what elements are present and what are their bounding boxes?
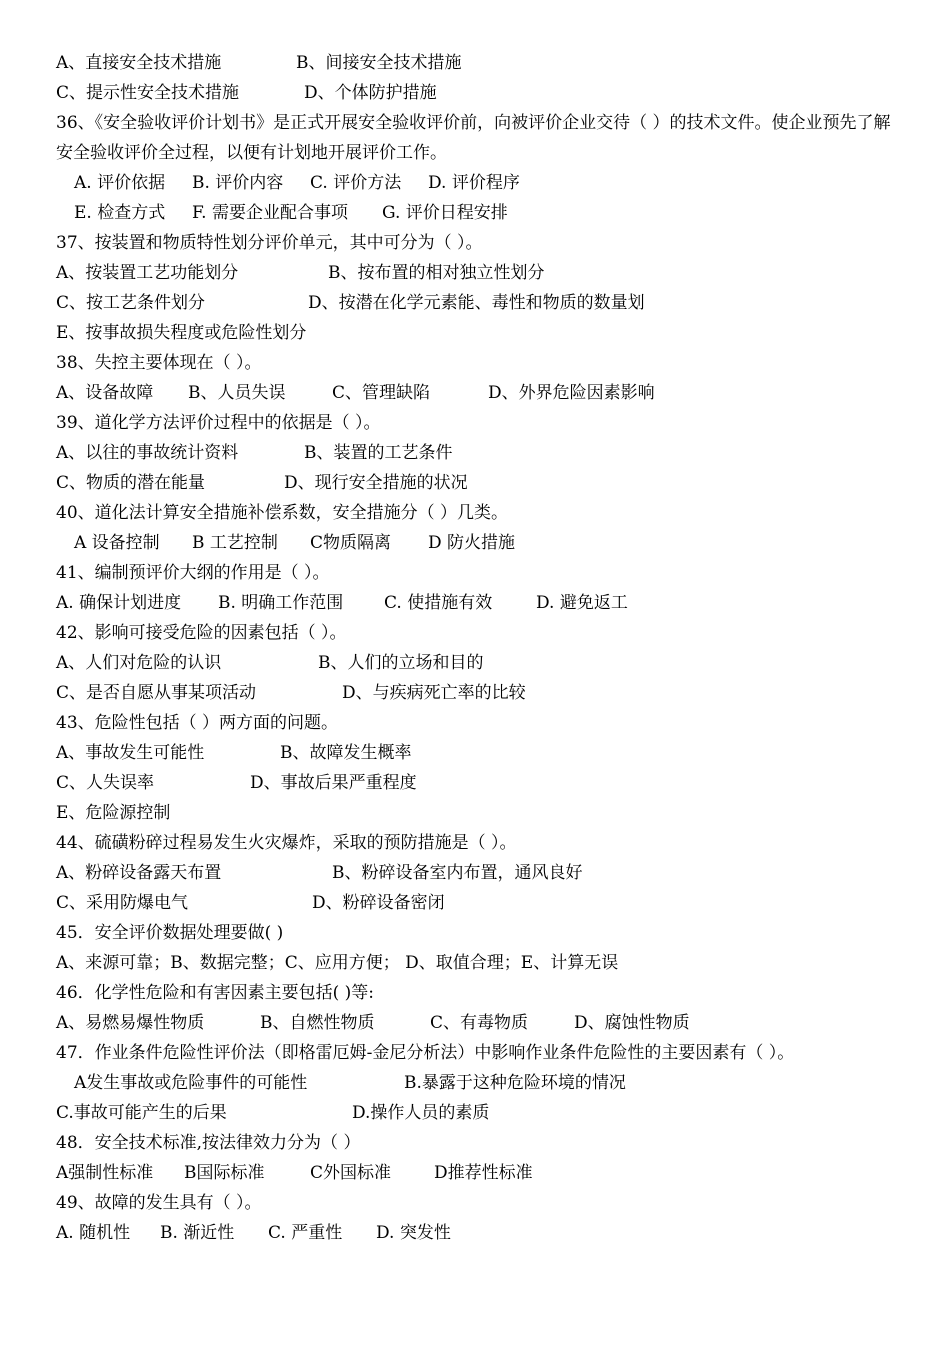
option-text: D、按潜在化学元素能、毒性和物质的数量划 bbox=[308, 293, 645, 313]
option-text: A、易燃易爆性物质 bbox=[56, 1013, 205, 1033]
question-text: 38、失控主要体现在（ ）。 bbox=[56, 353, 262, 373]
option-text: A、设备故障 bbox=[56, 383, 154, 403]
option-row bbox=[56, 588, 906, 618]
option-text: C外国标准 bbox=[310, 1163, 392, 1183]
option-text: B. 渐近性 bbox=[160, 1223, 235, 1243]
option-text: A 设备控制 bbox=[74, 533, 160, 553]
question-text: 47．作业条件危险性评价法（即格雷厄姆-金尼分析法）中影响作业条件危险性的主要因素有（ ）。 bbox=[56, 1043, 795, 1063]
option-text: E、按事故损失程度或危险性划分 bbox=[56, 323, 307, 343]
option-text: D、个体防护措施 bbox=[304, 83, 437, 103]
question-text: 46．化学性危险和有害因素主要包括( )等: bbox=[56, 983, 375, 1003]
option-text: C、采用防爆电气 bbox=[56, 893, 189, 913]
option-row bbox=[56, 738, 906, 768]
option-row bbox=[56, 1218, 906, 1248]
option-text: D推荐性标准 bbox=[434, 1163, 533, 1183]
option-text: E、危险源控制 bbox=[56, 803, 171, 823]
question-text: 39、道化学方法评价过程中的依据是（ ）。 bbox=[56, 413, 381, 433]
option-text: D. 突发性 bbox=[376, 1223, 451, 1243]
question-text: 49、故障的发生具有（ ）。 bbox=[56, 1193, 262, 1213]
option-text: A、粉碎设备露天布置 bbox=[56, 863, 222, 883]
option-text: B、间接安全技术措施 bbox=[296, 53, 462, 73]
option-row bbox=[56, 198, 906, 228]
option-text: D、现行安全措施的状况 bbox=[284, 473, 468, 493]
option-text: D、外界危险因素影响 bbox=[488, 383, 655, 403]
option-row bbox=[56, 258, 906, 288]
option-row bbox=[56, 1098, 906, 1128]
option-row bbox=[56, 798, 906, 828]
question-text: 43、危险性包括（ ）两方面的问题。 bbox=[56, 713, 339, 733]
option-row bbox=[56, 378, 906, 408]
option-text: C、管理缺陷 bbox=[332, 383, 431, 403]
option-row bbox=[56, 1158, 906, 1188]
question-text: 41、编制预评价大纲的作用是（ ）。 bbox=[56, 563, 330, 583]
option-text: C、人失误率 bbox=[56, 773, 155, 793]
option-text: C、提示性安全技术措施 bbox=[56, 83, 240, 103]
option-row bbox=[56, 1008, 906, 1038]
option-text: A、来源可靠；B、数据完整；C、应用方便； D、取值合理；E、计算无误 bbox=[56, 953, 619, 973]
option-text: B. 明确工作范围 bbox=[218, 593, 344, 613]
option-row bbox=[56, 48, 906, 78]
option-text: A、事故发生可能性 bbox=[56, 743, 205, 763]
option-text: B国际标准 bbox=[184, 1163, 265, 1183]
option-row bbox=[56, 1068, 906, 1098]
option-text: C. 使措施有效 bbox=[384, 593, 493, 613]
option-text: A. 确保计划进度 bbox=[56, 593, 182, 613]
option-text: B、故障发生概率 bbox=[280, 743, 412, 763]
option-text: A、以往的事故统计资料 bbox=[56, 443, 239, 463]
option-text: B. 评价内容 bbox=[192, 173, 284, 193]
option-text: D、与疾病死亡率的比较 bbox=[342, 683, 526, 703]
question-text: 48．安全技术标准,按法律效力分为（ ） bbox=[56, 1133, 361, 1153]
option-text: C.事故可能产生的后果 bbox=[56, 1103, 227, 1123]
option-text: A. 评价依据 bbox=[74, 173, 166, 193]
option-row bbox=[56, 78, 906, 108]
option-row bbox=[56, 648, 906, 678]
option-text: D、腐蚀性物质 bbox=[574, 1013, 690, 1033]
option-text: F. 需要企业配合事项 bbox=[192, 203, 348, 223]
option-row bbox=[56, 528, 906, 558]
option-row bbox=[56, 948, 906, 978]
option-text: B、按布置的相对独立性划分 bbox=[328, 263, 545, 283]
option-row bbox=[56, 888, 906, 918]
question-text: 36、《安全验收评价计划书》是正式开展安全验收评价前，向被评价企业交待（ ）的技术文件。使企业预先了解安全验收评价全过程，以便有计划地开展评价工作。 bbox=[56, 113, 891, 163]
option-text: B.暴露于这种危险环境的情况 bbox=[404, 1073, 626, 1093]
option-text: C、物质的潜在能量 bbox=[56, 473, 206, 493]
option-row bbox=[56, 318, 906, 348]
option-text: A、按装置工艺功能划分 bbox=[56, 263, 239, 283]
option-text: D. 避免返工 bbox=[536, 593, 628, 613]
option-text: B、粉碎设备室内布置，通风良好 bbox=[332, 863, 583, 883]
question-text: 37、按装置和物质特性划分评价单元，其中可分为（ ）。 bbox=[56, 233, 483, 253]
option-row bbox=[56, 858, 906, 888]
option-text: A、人们对危险的认识 bbox=[56, 653, 222, 673]
option-text: A. 随机性 bbox=[56, 1223, 131, 1243]
option-row bbox=[56, 678, 906, 708]
option-text: C. 评价方法 bbox=[310, 173, 402, 193]
option-text: D.操作人员的素质 bbox=[352, 1103, 490, 1123]
option-row bbox=[56, 288, 906, 318]
option-text: D、事故后果严重程度 bbox=[250, 773, 417, 793]
option-text: B、人员失误 bbox=[188, 383, 286, 403]
question-text: 40、道化法计算安全措施补偿系数，安全措施分（ ）几类。 bbox=[56, 503, 509, 523]
option-text: A发生事故或危险事件的可能性 bbox=[74, 1073, 308, 1093]
option-text: A、直接安全技术措施 bbox=[56, 53, 222, 73]
option-text: B、装置的工艺条件 bbox=[304, 443, 453, 463]
option-text: C. 严重性 bbox=[268, 1223, 343, 1243]
option-text: B、人们的立场和目的 bbox=[318, 653, 484, 673]
option-text: D 防火措施 bbox=[428, 533, 516, 553]
question-text: 42、影响可接受危险的因素包括（ ）。 bbox=[56, 623, 347, 643]
option-text: C、是否自愿从事某项活动 bbox=[56, 683, 257, 703]
question-text: 44、硫磺粉碎过程易发生火灾爆炸，采取的预防措施是（ ）。 bbox=[56, 833, 517, 853]
option-row bbox=[56, 768, 906, 798]
option-text: B 工艺控制 bbox=[192, 533, 278, 553]
option-text: D. 评价程序 bbox=[428, 173, 520, 193]
option-text: D、粉碎设备密闭 bbox=[312, 893, 445, 913]
option-row bbox=[56, 468, 906, 498]
option-text: B、自燃性物质 bbox=[260, 1013, 375, 1033]
option-row bbox=[56, 438, 906, 468]
option-text: C物质隔离 bbox=[310, 533, 392, 553]
option-row bbox=[56, 168, 906, 198]
option-text: C、有毒物质 bbox=[430, 1013, 529, 1033]
document-page bbox=[56, 48, 906, 1248]
option-text: G. 评价日程安排 bbox=[382, 203, 508, 223]
option-text: E. 检查方式 bbox=[74, 203, 166, 223]
option-text: C、按工艺条件划分 bbox=[56, 293, 206, 313]
question-text: 45．安全评价数据处理要做( ) bbox=[56, 923, 284, 943]
option-text: A强制性标准 bbox=[56, 1163, 154, 1183]
